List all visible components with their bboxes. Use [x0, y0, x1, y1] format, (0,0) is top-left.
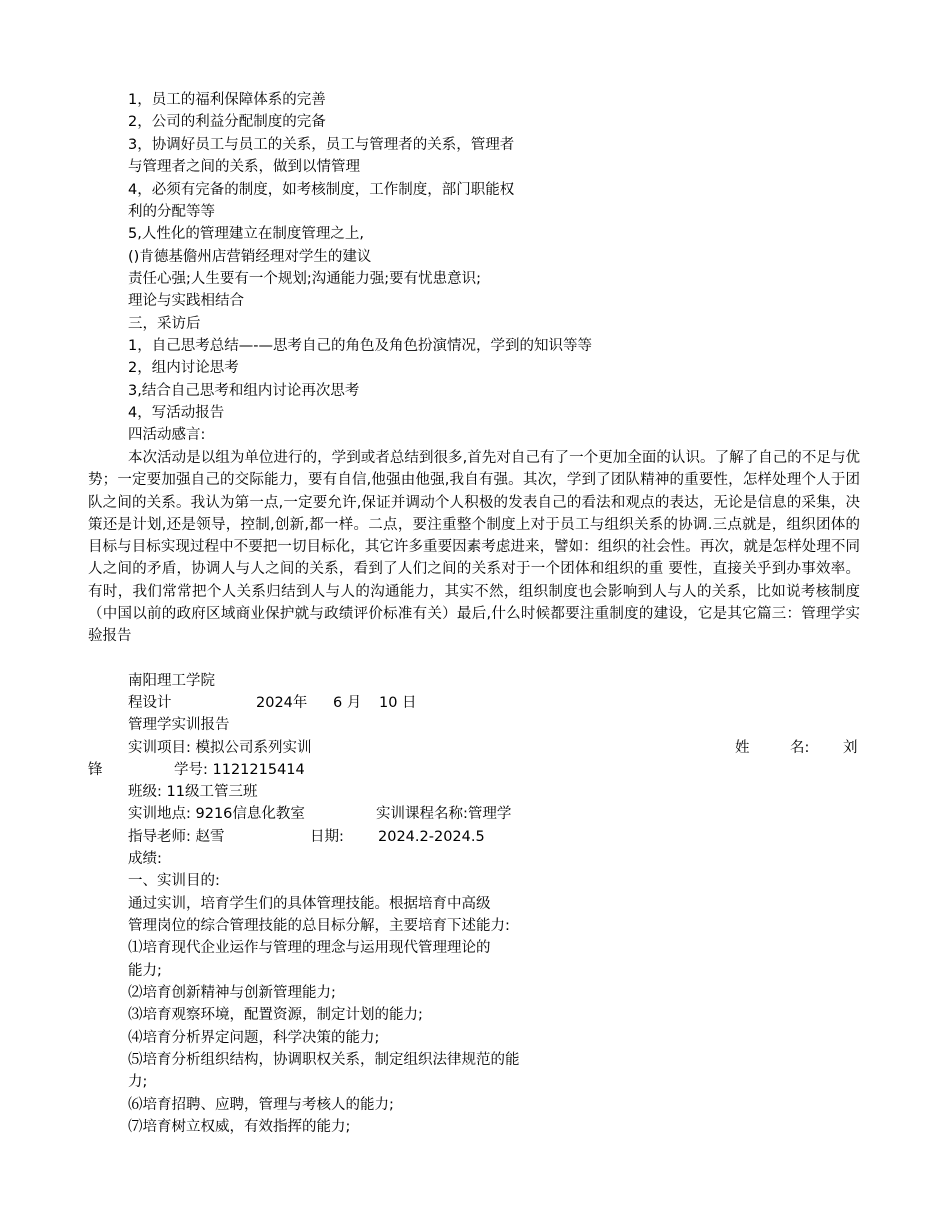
list-item: ⑹培育招聘、应聘，管理与考核人的能力;: [128, 1097, 394, 1113]
report-title: 管理学实训报告: [128, 717, 230, 733]
text-line: 1，员工的福利保障体系的完善: [128, 92, 326, 108]
list-item: ⑸培育分析组织结构，协调职权关系，制定组织法律规范的能: [128, 1052, 520, 1068]
location-field: 实训地点: 9216信息化教室: [128, 806, 305, 822]
text-line: 2，组内讨论思考: [128, 360, 239, 376]
course-design-label: 程设计: [128, 695, 172, 711]
name-first-char: 刘: [843, 740, 858, 756]
text-line: 管理岗位的综合管理技能的总目标分解，主要培育下述能力:: [128, 918, 510, 934]
section-heading: 四活动感言:: [128, 427, 206, 443]
list-item: ⑺培育树立权威，有效指挥的能力;: [128, 1119, 351, 1135]
text-line: 1，自己思考总结—-—思考自己的角色及角色扮演情况，学到的知识等等: [128, 338, 592, 354]
date-year: 2024年: [256, 695, 308, 711]
school-name: 南阳理工学院: [128, 673, 215, 689]
text-line: 与管理者之间的关系，做到以情管理: [128, 159, 360, 175]
text-line: 4，必须有完备的制度，如考核制度，工作制度，部门职能权: [128, 182, 515, 198]
student-id-field: 学号: 1121215414: [174, 762, 305, 778]
class-field: 班级: 11级工管三班: [128, 784, 258, 800]
text-line: 3,结合自己思考和组内讨论再次思考: [128, 383, 360, 399]
text-line: ()肯德基儋州店营销经理对学生的建议: [128, 249, 372, 265]
list-item: ⑶培育观察环境，配置资源，制定计划的能力;: [128, 1007, 423, 1023]
reflection-paragraph: 本次活动是以组为单位进行的，学到或者总结到很多,首先对自己有了一个更加全面的认识。了解了自己的不足与优势；一定要加强自己的交际能力，要有自信,他强由他强,我自有强。其次，学到了团队精神的重要性，怎样处理个人于团队之间的关系。我认为第一点,一定要允许,保证并调动个人积极的发表自己的看法和观点的表达，无论是信息的采集，决策还是计划,还是领导，控制,创新,都一样。二点，要注重整个制度上对于员工与组织关系的协调.三点就是，组织团体的目标与目标实现过程中不要把一切目标化，其它许多重要因素考虑进来，譬如：组织的社会性。再次，就是怎样处理不同人之间的矛盾，协调人与人之间的关系，看到了人们之间的关系对于一个团体和组织的重 要性，直接关乎到办事效率。有时，我们常常把个人关系归结到人与人的沟通能力，其实不然，组织制度也会影响到人与人的关系，比如说考核制度（中国以前的政府区域商业保护就与政绩评价标准有关）最后,什么时候都要注重制度的建设，它是其它篇三：管理学实验报告: [88, 450, 860, 645]
period-label: 日期:: [310, 829, 344, 845]
list-item: ⑵培育创新精神与创新管理能力;: [128, 985, 336, 1001]
period-value: 2024.2-2024.5: [378, 829, 485, 845]
list-item: ⑴培育现代企业运作与管理的理念与运用现代管理理论的: [128, 940, 491, 956]
teacher-field: 指导老师: 赵雪: [128, 829, 225, 845]
date-month: 6 月: [333, 695, 362, 711]
text-line: 5,人性化的管理建立在制度管理之上,: [128, 226, 364, 242]
date-day: 10 日: [379, 695, 417, 711]
text-line: 能力;: [128, 963, 162, 979]
name-second-char: 锋: [88, 762, 103, 778]
name-label-2: 名:: [790, 740, 810, 756]
text-line: 力;: [128, 1074, 148, 1090]
text-line: 2，公司的利益分配制度的完备: [128, 114, 326, 130]
text-line: 利的分配等等: [128, 204, 215, 220]
section-heading: 三，采访后: [128, 316, 201, 332]
list-item: ⑷培育分析界定问题，科学决策的能力;: [128, 1030, 380, 1046]
project-field: 实训项目: 模拟公司系列实训: [128, 740, 312, 756]
text-line: 责任心强;人生要有一个规划;沟通能力强;要有忧患意识;: [128, 271, 482, 287]
text-line: 理论与实践相结合: [128, 293, 244, 309]
text-line: 4，写活动报告: [128, 405, 225, 421]
grade-field: 成绩:: [128, 851, 162, 867]
text-line: 3，协调好员工与员工的关系，员工与管理者的关系，管理者: [128, 137, 515, 153]
name-label: 姓: [735, 740, 750, 756]
course-name-field: 实训课程名称:管理学: [376, 806, 512, 822]
section-heading: 一、实训目的:: [128, 873, 220, 889]
text-line: 通过实训，培育学生们的具体管理技能。根据培育中高级: [128, 896, 491, 912]
